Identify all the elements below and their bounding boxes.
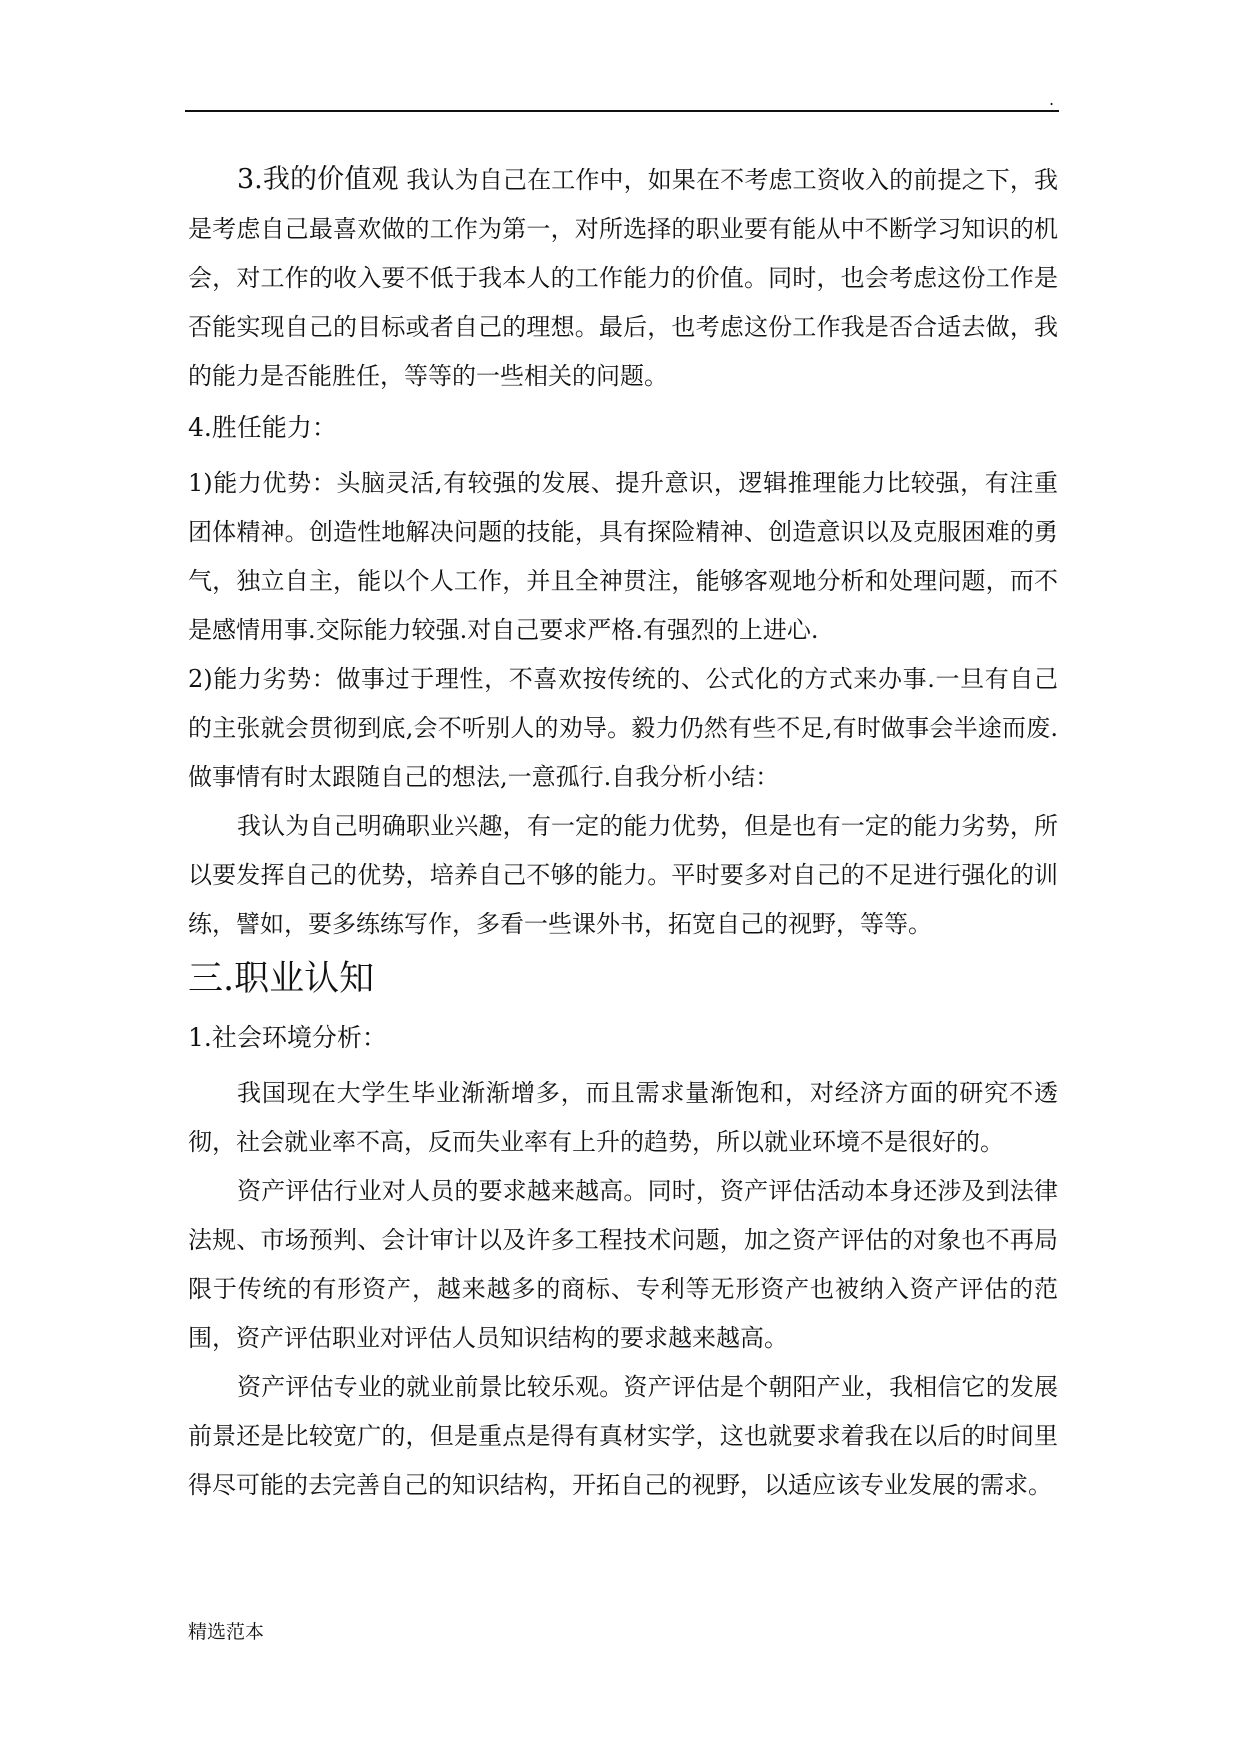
strengths-paragraph: 1)能力优势：头脑灵活,有较强的发展、提升意识，逻辑推理能力比较强，有注重团体精神。创造性地解决问题的技能，具有探险精神、创造意识以及克服困难的勇气，独立自主，能以个人工作，并且全神贯注，能够客观地分析和处理问题，而不是感情用事.交际能力较强.对自己要求严格.有强烈的上进心. (188, 469, 1058, 644)
values-text: 我认为自己在工作中，如果在不考虑工资收入的前提之下，我是考虑自己最喜欢做的工作为第一，对所选择的职业要有能从中不断学习知识的机会，对工作的收入要不低于我本人的工作能力的价值。同时，也会考虑这份工作是否能实现自己的目标或者自己的理想。最后，也考虑这份工作我是否合适去做，我的能力是否能胜任，等等的一些相关的问题。 (188, 166, 1058, 390)
social-paragraph-3: 资产评估专业的就业前景比较乐观。资产评估是个朝阳产业，我相信它的发展前景还是比较宽广的，但是重点是得有真材实学，这也就要求着我在以后的时间里得尽可能的去完善自己的知识结构，开拓自己的视野，以适应该专业发展的需求。 (188, 1373, 1058, 1499)
values-heading: 3.我的价值观 (237, 164, 399, 195)
document-body (188, 155, 1058, 1510)
weaknesses-paragraph: 2)能力劣势：做事过于理性，不喜欢按传统的、公式化的方式来办事.一旦有自己的主张就会贯彻到底,会不听别人的劝导。毅力仍然有些不足,有时做事会半途而废.做事情有时太跟随自己的想法,一意孤行.自我分析小结： (188, 665, 1058, 791)
career-section-heading: 三.职业认知 (188, 959, 375, 999)
social-environment-heading: 1.社会环境分析： (188, 1023, 387, 1052)
footer-label: 精选范本 (188, 1621, 265, 1643)
values-paragraph (188, 155, 1058, 401)
competence-heading: 4.胜任能力： (188, 413, 337, 442)
header-dot: . (1049, 90, 1055, 109)
social-paragraph-1: 我国现在大学生毕业渐渐增多，而且需求量渐饱和，对经济方面的研究不透彻，社会就业率不高，反而失业率有上升的趋势，所以就业环境不是很好的。 (188, 1079, 1058, 1156)
header-rule (185, 110, 1059, 112)
social-paragraph-2: 资产评估行业对人员的要求越来越高。同时，资产评估活动本身还涉及到法律法规、市场预判、会计审计以及许多工程技术问题，加之资产评估的对象也不再局限于传统的有形资产，越来越多的商标、专利等无形资产也被纳入资产评估的范围，资产评估职业对评估人员知识结构的要求越来越高。 (188, 1177, 1058, 1352)
summary-paragraph: 我认为自己明确职业兴趣，有一定的能力优势，但是也有一定的能力劣势，所以要发挥自己的优势，培养自己不够的能力。平时要多对自己的不足进行强化的训练，譬如，要多练练写作，多看一些课外书，拓宽自己的视野，等等。 (188, 812, 1058, 938)
